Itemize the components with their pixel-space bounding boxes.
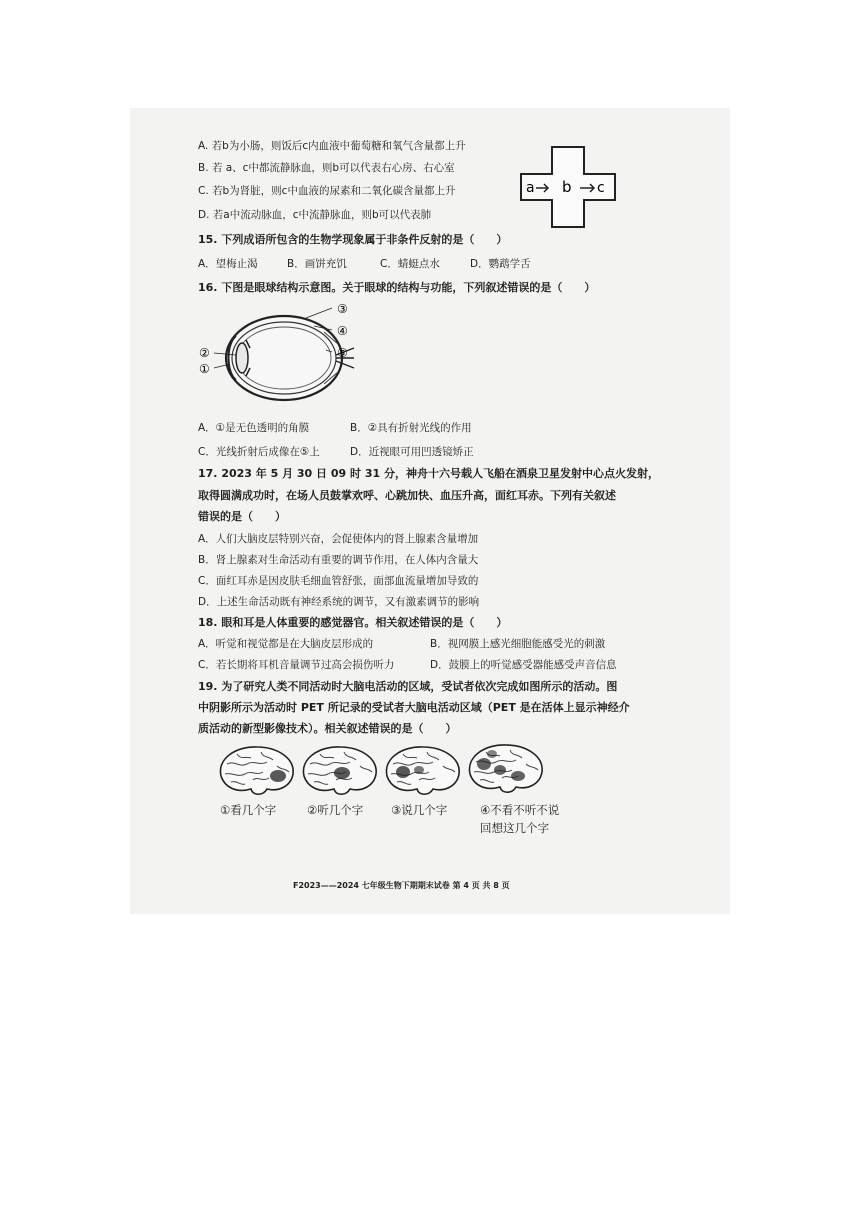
page-footer: F2023——2024 七年级生物下期期末试卷 第 4 页 共 8 页 xyxy=(293,881,510,890)
q17-stem-line-3: 错误的是（ ） xyxy=(198,510,286,523)
q15-option-b: B．画饼充饥 xyxy=(287,258,347,270)
brain-caption-2: ②听几个字 xyxy=(307,803,364,817)
q17-option-a: A．人们大脑皮层特别兴奋，会促使体内的肾上腺素含量增加 xyxy=(198,533,479,545)
eye-label-1: ① xyxy=(199,362,210,376)
q16-option-d: D．近视眼可用凹透镜矫正 xyxy=(350,446,474,458)
q19-stem-line-3: 质活动的新型影像技术）。相关叙述错误的是（ ） xyxy=(198,722,457,735)
q15-option-d: D．鹦鹉学舌 xyxy=(470,258,531,270)
q18-option-a: A．听觉和视觉都是在大脑皮层形成的 xyxy=(198,638,374,650)
brain-image-1 xyxy=(215,742,297,798)
q14-option-c: C. 若b为肾脏，则c中血液的尿素和二氧化碳含量都上升 xyxy=(198,185,456,197)
eye-label-4: ④ xyxy=(337,324,348,338)
q18-option-d: D．鼓膜上的听觉感受器能感受声音信息 xyxy=(430,659,617,671)
brain-image-4 xyxy=(464,740,546,796)
q15-stem: 15. 下列成语所包含的生物学现象属于非条件反射的是（ ） xyxy=(198,233,508,246)
q15-option-c: C．蜻蜓点水 xyxy=(380,258,440,270)
diagram-label-b: b xyxy=(562,178,572,196)
q14-option-d: D. 若a中流动脉血，c中流静脉血，则b可以代表肺 xyxy=(198,209,432,221)
eye-label-2: ② xyxy=(199,346,210,360)
q18-option-b: B．视网膜上感光细胞能感受光的刺激 xyxy=(430,638,606,650)
brain-caption-1: ①看几个字 xyxy=(220,803,277,817)
q14-option-a: A. 若b为小肠，则饭后c内血液中葡萄糖和氧气含量都上升 xyxy=(198,140,466,152)
brain-image-3 xyxy=(381,742,463,798)
q17-stem-line-2: 取得圆满成功时，在场人员鼓掌欢呼、心跳加快、血压升高，面红耳赤。下列有关叙述 xyxy=(198,489,616,502)
eye-label-3: ③ xyxy=(337,302,348,316)
brain-caption-3: ③说几个字 xyxy=(391,803,448,817)
q18-stem: 18. 眼和耳是人体重要的感觉器官。相关叙述错误的是（ ） xyxy=(198,616,508,629)
eyeball-diagram xyxy=(196,300,356,406)
diagram-label-a: a xyxy=(526,180,535,196)
brain-caption-4-line-2: 回想这几个字 xyxy=(480,821,549,835)
brain-caption-4: ④不看不听不说 xyxy=(480,803,560,817)
brain-image-2 xyxy=(298,742,380,798)
diagram-label-c: c xyxy=(597,180,605,196)
q16-option-c: C．光线折射后成像在⑤上 xyxy=(198,446,320,458)
q15-option-a: A．望梅止渴 xyxy=(198,258,258,270)
eye-label-5: ⑤ xyxy=(337,346,348,360)
q16-option-a: A．①是无色透明的角膜 xyxy=(198,422,310,434)
q14-option-b: B. 若 a、c中都流静脉血，则b可以代表右心房、右心室 xyxy=(198,162,455,174)
q19-stem-line-2: 中阴影所示为活动时 PET 所记录的受试者大脑电活动区域（PET 是在活体上显示神经介 xyxy=(198,701,630,714)
q17-option-d: D．上述生命活动既有神经系统的调节，又有激素调节的影响 xyxy=(198,596,480,608)
q17-stem-line-1: 17. 2023 年 5 月 30 日 09 时 31 分，神舟十六号载人飞船在酒泉卫星发射中心点火发射， xyxy=(198,467,659,480)
q16-option-b: B．②具有折射光线的作用 xyxy=(350,422,472,434)
q17-option-b: B．肾上腺素对生命活动有重要的调节作用，在人体内含量大 xyxy=(198,554,479,566)
q19-stem-line-1: 19. 为了研究人类不同活动时大脑电活动的区域，受试者依次完成如图所示的活动。图 xyxy=(198,680,618,693)
q17-option-c: C．面红耳赤是因皮肤毛细血管舒张，面部血流量增加导致的 xyxy=(198,575,479,587)
q18-option-c: C．若长期将耳机音量调节过高会损伤听力 xyxy=(198,659,395,671)
blood-flow-cross-diagram xyxy=(520,146,616,228)
q16-stem: 16. 下图是眼球结构示意图。关于眼球的结构与功能，下列叙述错误的是（ ） xyxy=(198,281,596,294)
